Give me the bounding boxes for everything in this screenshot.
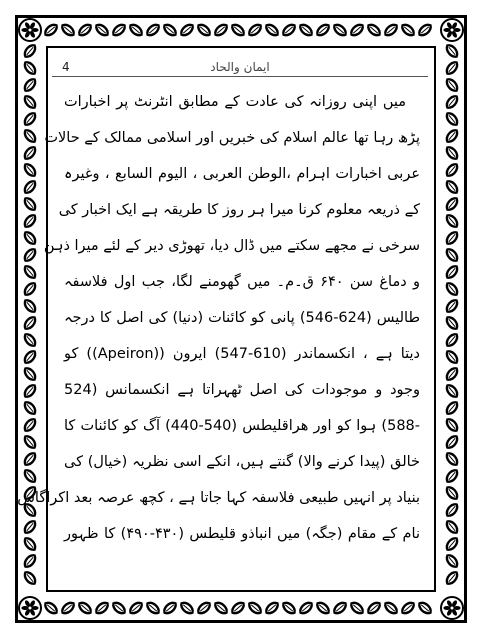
text-line: خالق (پیدا کرنے والا) گنتے ہیں، انکے اسی نظریہ (خیال) کی: [64, 454, 420, 470]
text-line: سرخی نے مجھے سکتے میں ڈال دیا، تھوڑی دیر کے لئے میرا ذہن: [43, 238, 420, 254]
text-line: و دماغ سن ۶۴۰ ق۔م۔ میں گھومنے لگا، جب اول فلاسفہ: [64, 274, 421, 290]
text-line: نام کے مقام (جگہ) میں انباذو قلیطس (۴۳۰-۴۹۰) کا ظہور: [64, 526, 420, 542]
running-title: ایمان والحاد: [210, 60, 270, 74]
text-line: پڑھ رہا تھا عالم اسلام کی خبریں اور اسلامی ممالک کے حالات: [44, 130, 420, 146]
text-line: -588) ہوا کو اور ھراقلیطس (540-440) آگ کو کائنات کا: [64, 418, 421, 434]
body-text: [17, 84, 421, 552]
text-line: میں اپنی روزانہ کی عادت کے مطابق انٹرنٹ پر اخبارات: [64, 94, 406, 110]
text-line: بنیاد پر انہیں طبیعی فلاسفہ کہا جاتا ہے ، کچھ عرصہ بعد اکراگاس: [17, 490, 420, 506]
text-line: وجود و موجودات کی اصل ٹھہراتا ہے انکسمانس (524: [64, 382, 420, 398]
text-line: کے ذریعہ معلوم کرنا میرا ہر روز کا طریقہ ہے ایک اخبار کی: [58, 202, 420, 218]
page-number: 4: [62, 60, 70, 74]
text-line: طالیس (624-546) پانی کو کائنات (دنیا) کی اصل کا درجہ: [64, 310, 420, 326]
page-header: [52, 60, 428, 78]
text-line: دیتا ہے ، انکسماندر (610-547) ایرون ((Apeiron)) کو: [64, 346, 421, 362]
header-rule: [52, 76, 428, 77]
text-line: عربی اخبارات اہرام ،الوطن العربی ، الیوم السابع ، وغیرہ: [64, 166, 420, 182]
